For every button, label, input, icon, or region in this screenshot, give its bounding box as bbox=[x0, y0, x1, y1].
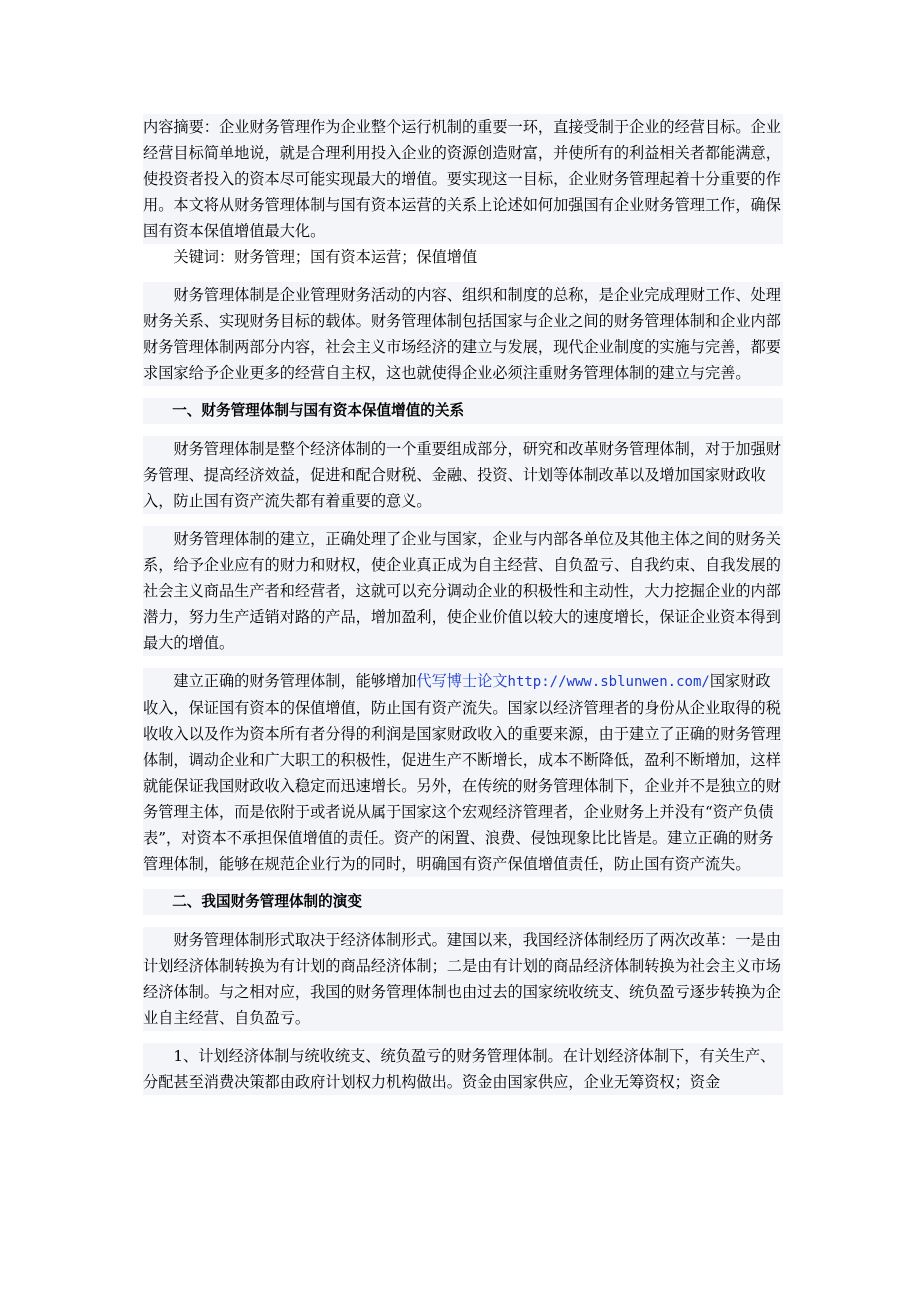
section1-heading: 一、财务管理体制与国有资本保值增值的关系 bbox=[143, 398, 783, 424]
intro-paragraph: 财务管理体制是企业管理财务活动的内容、组织和制度的总称，是企业完成理财工作、处理财务关系、实现财务目标的载体。财务管理体制包括国家与企业之间的财务管理体制和企业内部财务管理体制两部分内容，社会主义市场经济的建立与发展，现代企业制度的实施与完善，都要求国家给予企业更多的经营自主权，这也就使得企业必须注重财务管理体制的建立与完善。 bbox=[143, 282, 783, 386]
section2-paragraph-2: 1、计划经济体制与统收统支、统负盈亏的财务管理体制。在计划经济体制下，有关生产、分配甚至消费决策都由政府计划权力机构做出。资金由国家供应，企业无筹资权；资金 bbox=[143, 1043, 783, 1095]
section1-paragraph-1: 财务管理体制是整个经济体制的一个重要组成部分，研究和改革财务管理体制，对于加强财务管理、提高经济效益，促进和配合财税、金融、投资、计划等体制改革以及增加国家财政收入，防止国有资产流失都有着重要的意义。 bbox=[143, 436, 783, 514]
paragraph-text: 国家财政收入，保证国有资本的保值增值，防止国有资产流失。国家以经济管理者的身份从企业取得的税收收入以及作为资本所有者分得的利润是国家财政收入的重要来源，由于建立了正确的财务管理体制，调动企业和广大职工的积极性，促进生产不断增长，成本不断降低，盈利不断增加，这样就能保证我国财政收入稳定而迅速增长。另外，在传统的财务管理体制下，企业并不是独立的财务管理主体，而是依附于或者说从属于国家这个宏观经济管理者，企业财务上并没有“资产负债表”，对资本不承担保值增值的责任。资产的闲置、浪费、侵蚀现象比比皆是。建立正确的财务管理体制，能够在规范企业行为的同时，明确国有资产保值增值责任，防止国有资产流失。 bbox=[143, 672, 781, 873]
section1-paragraph-2: 财务管理体制的建立，正确处理了企业与国家，企业与内部各单位及其他主体之间的财务关系，给予企业应有的财力和财权，使企业真正成为自主经营、自负盈亏、自我约束、自我发展的社会主义商品生产者和经营者，这就可以充分调动企业的积极性和主动性，大力挖掘企业的内部潜力，努力生产适销对路的产品，增加盈利，使企业价值以较大的速度增长，保证企业资本得到最大的增值。 bbox=[143, 526, 783, 656]
paragraph-text: 建立正确的财务管理体制，能够增加 bbox=[173, 672, 417, 690]
document-body bbox=[143, 114, 783, 1095]
url-link[interactable]: http://www.sblunwen.com/ bbox=[507, 674, 710, 690]
section1-paragraph-3 bbox=[143, 668, 783, 877]
abstract-paragraph: 内容摘要：企业财务管理作为企业整个运行机制的重要一环，直接受制于企业的经营目标。企业经营目标简单地说，就是合理利用投入企业的资源创造财富，并使所有的利益相关者都能满意，使投资者投入的资本尽可能实现最大的增值。要实现这一目标，企业财务管理起着十分重要的作用。本文将从财务管理体制与国有资本运营的关系上论述如何加强国有企业财务管理工作，确保国有资本保值增值最大化。 bbox=[143, 114, 783, 244]
section2-heading: 二、我国财务管理体制的演变 bbox=[143, 889, 783, 915]
promo-link[interactable]: 代写博士论文 bbox=[416, 672, 508, 690]
section2-paragraph-1: 财务管理体制形式取决于经济体制形式。建国以来，我国经济体制经历了两次改革：一是由计划经济体制转换为有计划的商品经济体制；二是由有计划的商品经济体制转换为社会主义市场经济体制。与之相对应，我国的财务管理体制也由过去的国家统收统支、统负盈亏逐步转换为企业自主经营、自负盈亏。 bbox=[143, 927, 783, 1031]
keywords-line: 关键词：财务管理；国有资本运营；保值增值 bbox=[173, 248, 478, 266]
